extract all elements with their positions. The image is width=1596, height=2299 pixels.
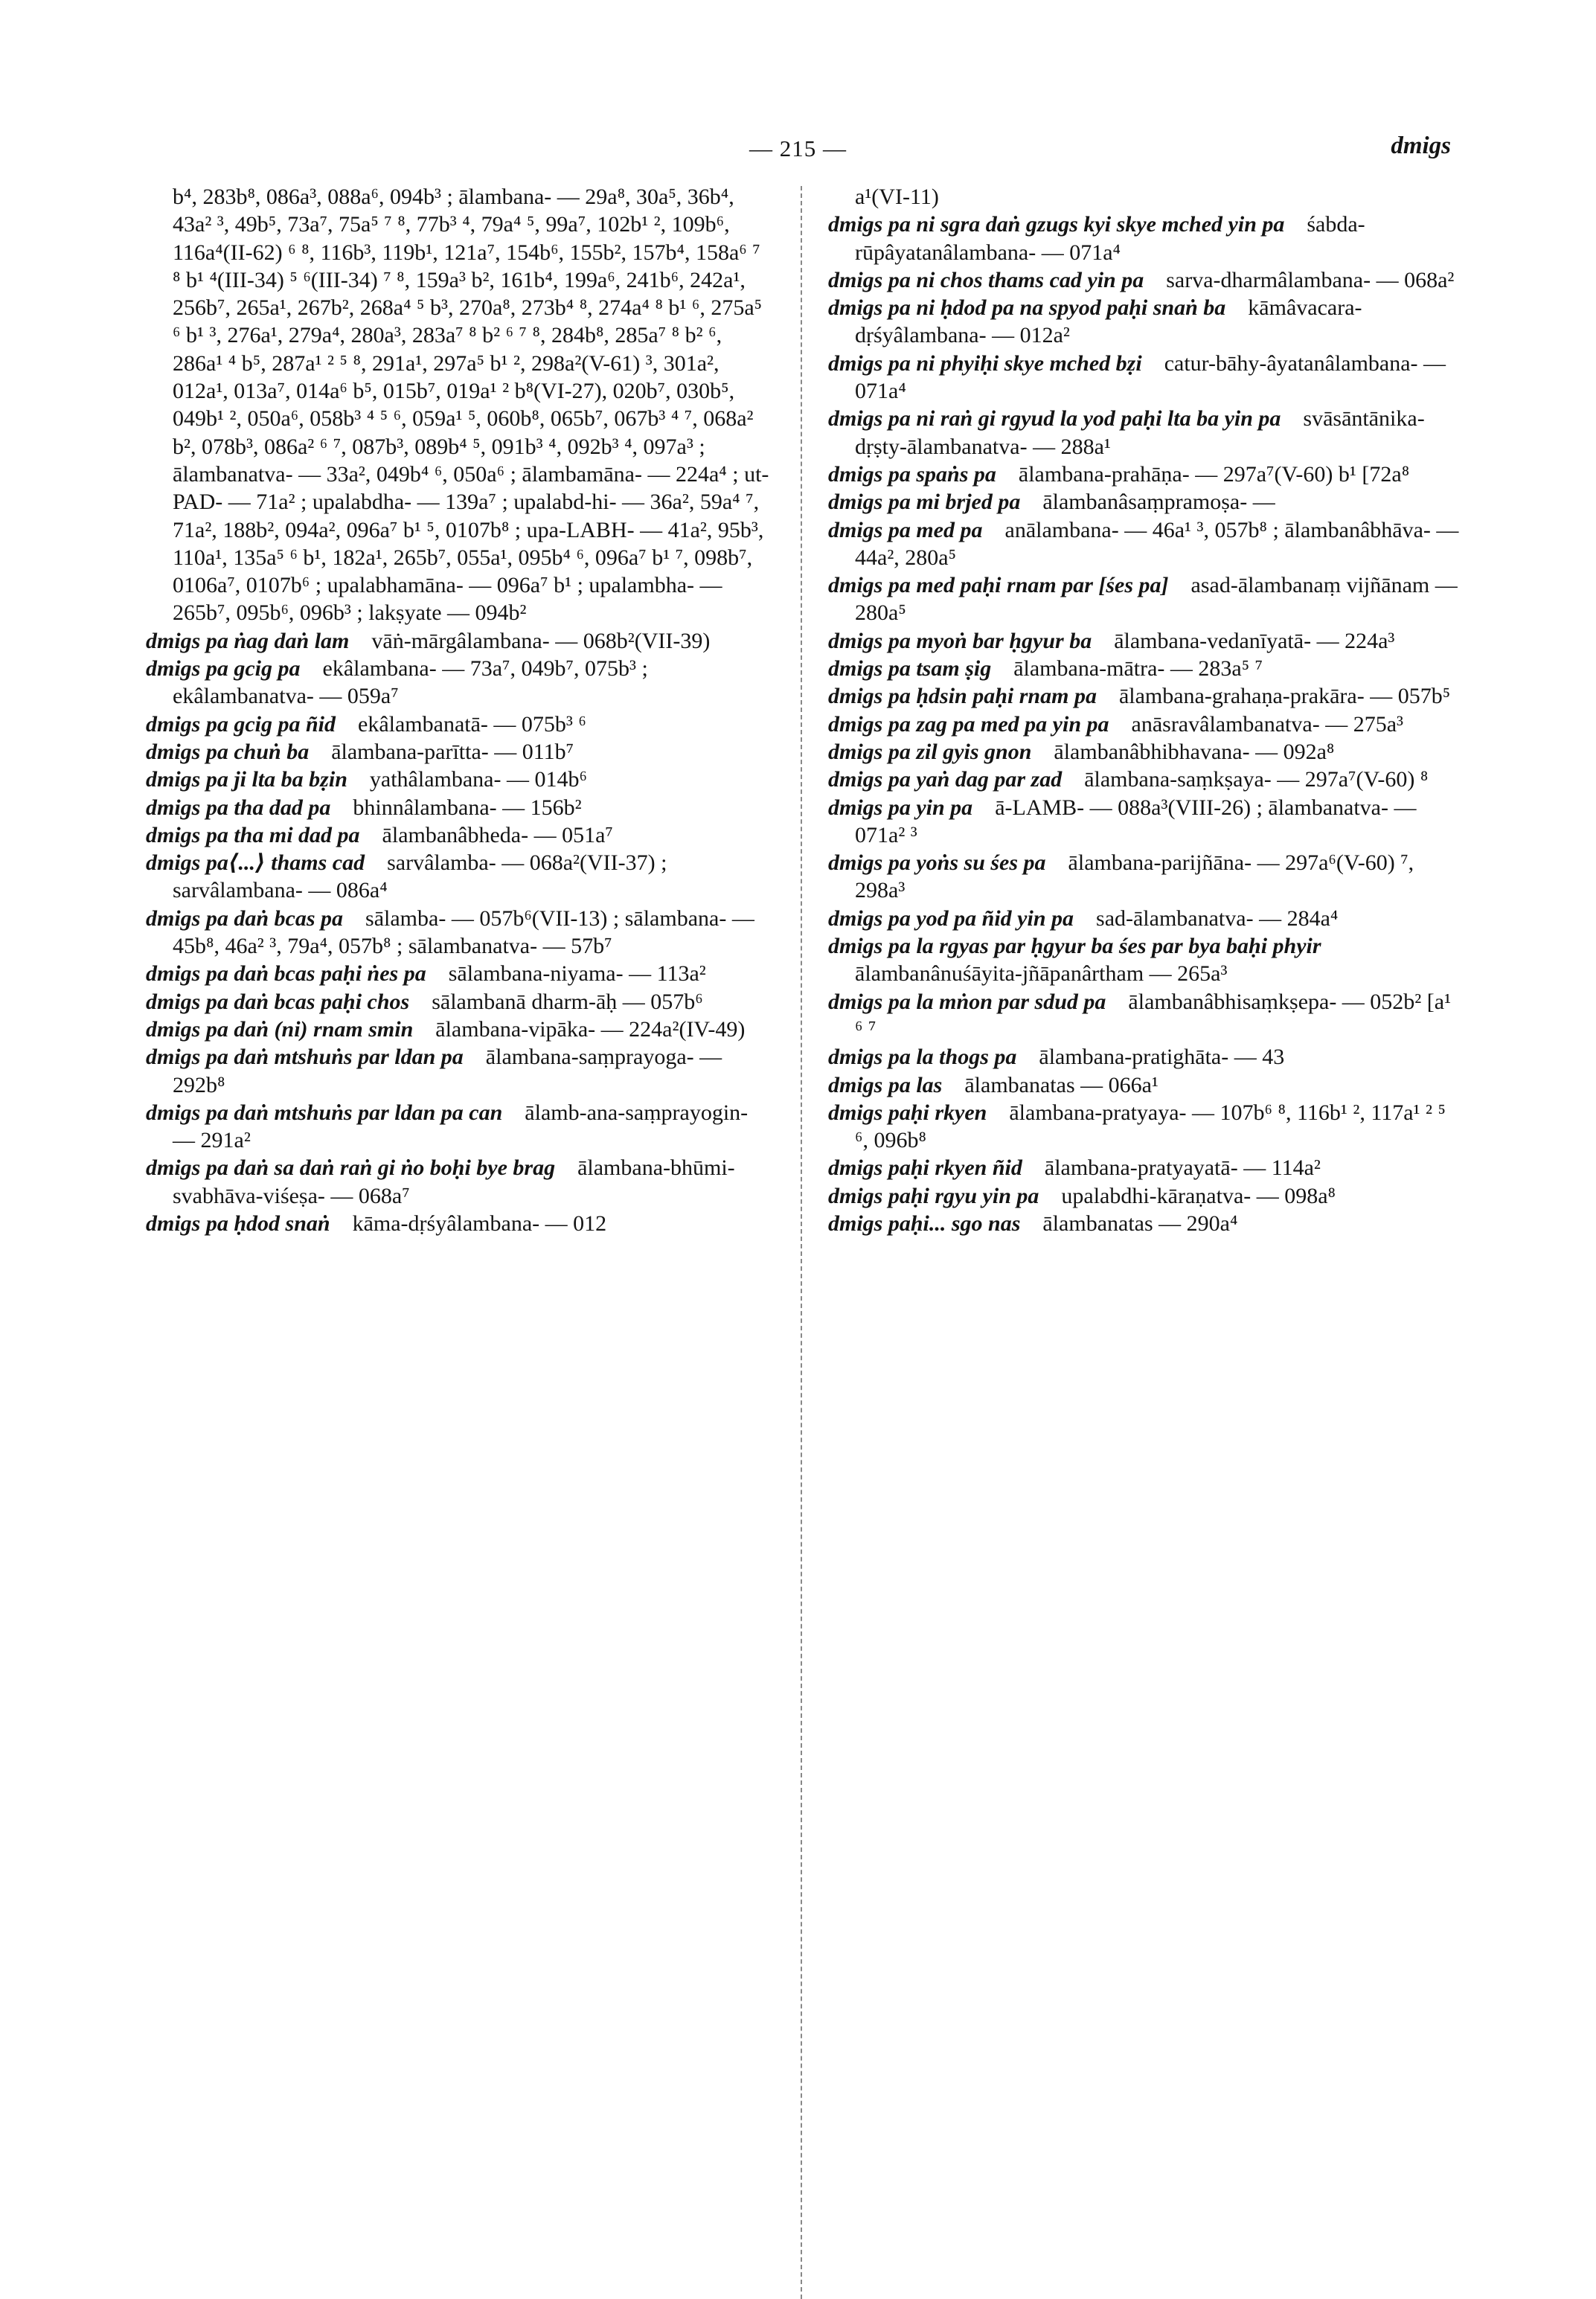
dictionary-entry xyxy=(146,1099,771,1155)
dictionary-entry xyxy=(828,1071,1461,1099)
entry-headword: dmigs paḥi... sgo nas xyxy=(828,1211,1021,1236)
dictionary-entry xyxy=(146,905,771,961)
dictionary-entry xyxy=(146,627,771,655)
entry-headword: dmigs pa zil gyis gnon xyxy=(828,739,1032,764)
entry-definition: svāsāntānika-dṛṣty-ālambanatva- — 288a¹ xyxy=(855,406,1425,459)
entry-definition: ālambanânuśāyita-jñāpanârtham — 265a³ xyxy=(855,961,1228,987)
entry-definition: ālambanatas — 290a⁴ xyxy=(1042,1211,1238,1236)
entry-headword: dmigs pa la rgyas par ḥgyur ba śes par bya baḥi phyir xyxy=(828,934,1321,959)
entry-headword: dmigs pa daṅ bcas paḥi ṅes pa xyxy=(146,961,426,987)
dictionary-entry xyxy=(146,655,771,711)
entry-headword: dmigs pa ni sgra daṅ gzugs kyi skye mched yin pa xyxy=(828,212,1285,237)
dictionary-entry xyxy=(828,266,1461,294)
entry-definition: sarva-dharmâlambana- — 068a² xyxy=(1166,267,1455,292)
entry-definition: ālambanâbhibhavana- — 092a⁸ xyxy=(1054,739,1335,764)
entry-definition: ālambana-bhūmi-svabhāva-viśeṣa- — 068a⁷ xyxy=(173,1155,735,1208)
entry-definition: ālambanatas — 066a¹ xyxy=(964,1072,1158,1097)
entry-headword: dmigs pa mi brjed pa xyxy=(828,490,1021,515)
entry-definition: yathâlambana- — 014b⁶ xyxy=(369,767,587,792)
dictionary-entry xyxy=(146,1043,771,1099)
entry-definition: ālambana-vipāka- — 224a²(IV-49) xyxy=(435,1016,746,1042)
entry-definition: ā-LAMB- — 088a³(VIII-26) ; ālambanatva- — 071a² ³ xyxy=(855,795,1417,847)
entry-definition: ālambana-prahāṇa- — 297a⁷(V-60) b¹ [72a⁸ xyxy=(1018,461,1410,487)
entry-headword: dmigs pa med paḥi rnam par [śes pa] xyxy=(828,573,1169,598)
dictionary-entry xyxy=(146,1154,771,1210)
entry-definition: asad-ālambanaṃ vijñānam — 280a⁵ xyxy=(855,573,1458,626)
dictionary-entry xyxy=(146,1016,771,1043)
entry-headword: dmigs pa⟨...⟩ thams cad xyxy=(146,850,365,876)
entry-headword: dmigs pa ni phyiḥi skye mched bẓi xyxy=(828,350,1142,376)
dictionary-entry xyxy=(828,711,1461,738)
dictionary-entry xyxy=(146,821,771,849)
page-number: — 215 — xyxy=(749,135,847,161)
entry-headword: dmigs pa gcig pa xyxy=(146,656,301,682)
entry-definition: anālambana- — 46a¹ ³, 057b⁸ ; ālambanâbhāva- — 44a², 280a⁵ xyxy=(855,517,1459,570)
entry-headword: dmigs pa ji lta ba bẓin xyxy=(146,767,347,792)
entry-definition: b⁴, 283b⁸, 086a³, 088a⁶, 094b³ ; ālambana- — 29a⁸, 30a⁵, 36b⁴, 43a² ³, 49b⁵, 73a⁷, 75a⁵ ⁷ ⁸, 77b³ ⁴, 79a⁴ ⁵, 99a⁷, 102b¹ ², 109b⁶, 116a⁴(II-62) ⁶ ⁸, 116b³, 119b¹, 121a⁷, 154b⁶, 155b², 157b⁴, 158a⁶ ⁷ ⁸ b¹ ⁴(III-34) ⁵ ⁶(III-34) ⁷ ⁸, 159a³ b², 161b⁴, 199a⁶, 241b⁶, 242a¹, 256b⁷, 265a¹, 267b², 268a⁴ ⁵ b³, 270a⁸, 273b⁴ ⁸, 274a⁴ ⁸ b¹ ⁶, 275a⁵ ⁶ b¹ ³, 276a¹, 279a⁴, 280a³, 283a⁷ ⁸ b² ⁶ ⁷ ⁸, 284b⁸, 285a⁷ ⁸ b² ⁶, 286a¹ ⁴ b⁵, 287a¹ ² ⁵ ⁸, 291a¹, 297a⁵ b¹ ², 298a²(V-61) ³, 301a², 012a¹, 013a⁷, 014a⁶ b⁵, 015b⁷, 019a¹ ² b⁸(VI-27), 020b⁷, 030b⁵, 049b¹ ², 050a⁶, 058b³ ⁴ ⁵ ⁶, 059a¹ ⁵, 060b⁸, 065b⁷, 067b³ ⁴ ⁷, 068a² b², 078b³, 086a² ⁶ ⁷, 087b³, 089b⁴ ⁵, 091b³ ⁴, 092b³ ⁴, 097a³ ; ālambanatva- — 33a², 049b⁴ ⁶, 050a⁶ ; ālambamāna- — 224a⁴ ; ut-PAD- — 71a² ; upalabdha- — 139a⁷ ; upalabd-hi- — 36a², 59a⁴ ⁷, 71a², 188b², 094a², 096a⁷ b¹ ⁵, 0107b⁸ ; upa-LABH- — 41a², 95b³, 110a¹, 135a⁵ ⁶ b¹, 182a¹, 265b⁷, 055a¹, 095b⁴ ⁶, 096a⁷ b¹ ⁷, 098b⁷, 0106a⁷, 0107b⁶ ; upalabhamāna- — 096a⁷ b¹ ; upalambha- — 265b⁷, 095b⁶, 096b³ ; lakṣyate — 094b² xyxy=(173,185,769,626)
entry-headword: dmigs pa daṅ sa daṅ raṅ gi ṅo boḥi bye brag xyxy=(146,1155,556,1181)
dictionary-entry xyxy=(828,571,1461,627)
entry-headword: dmigs pa yoṅs su śes pa xyxy=(828,850,1046,876)
dictionary-entry xyxy=(146,960,771,987)
entry-definition: kāma-dṛśyâlambana- — 012 xyxy=(352,1211,607,1236)
dictionary-entry xyxy=(828,655,1461,682)
entry-definition: a¹(VI-11) xyxy=(855,185,939,209)
entry-headword: dmigs pa daṅ bcas paḥi chos xyxy=(146,989,410,1014)
dictionary-entry xyxy=(828,932,1461,988)
dictionary-entry xyxy=(146,738,771,766)
entry-definition: sālamba- — 057b⁶(VII-13) ; sālambana- — 45b⁸, 46a² ³, 79a⁴, 057b⁸ ; sālambanatva- — 57b⁷ xyxy=(173,905,754,959)
dictionary-entry xyxy=(828,766,1461,793)
entry-headword: dmigs pa myoṅ bar ḥgyur ba xyxy=(828,628,1092,653)
dictionary-entry xyxy=(146,766,771,793)
entry-definition: bhinnâlambana- — 156b² xyxy=(353,795,582,820)
running-head: dmigs xyxy=(1391,132,1451,159)
dictionary-entry xyxy=(828,1043,1461,1071)
dictionary-entry xyxy=(146,794,771,821)
dictionary-entry xyxy=(828,1182,1461,1210)
dictionary-entry xyxy=(146,711,771,738)
entry-definition: ālambana-saṃprayoga- — 292b⁸ xyxy=(173,1045,722,1097)
entry-headword: dmigs pa tha dad pa xyxy=(146,795,331,820)
entry-headword: dmigs pa tha mi dad pa xyxy=(146,822,360,847)
entry-definition: ālambanâsaṃpramoṣa- — xyxy=(1042,490,1275,515)
entry-headword: dmigs pa chuṅ ba xyxy=(146,739,310,764)
dictionary-entry xyxy=(828,988,1461,1044)
entry-headword: dmigs pa ni ḥdod pa na spyod paḥi snaṅ ba xyxy=(828,295,1226,321)
entry-headword: dmigs pa med pa xyxy=(828,517,983,542)
entry-definition: sarvâlamba- — 068a²(VII-37) ; sarvâlambana- — 086a⁴ xyxy=(173,850,667,903)
entry-headword: dmigs paḥi rgyu yin pa xyxy=(828,1183,1039,1208)
dictionary-entry xyxy=(146,988,771,1016)
right-column xyxy=(828,183,1461,1237)
entry-definition: sālambanā dharm-āḥ — 057b⁶ xyxy=(432,989,703,1014)
dictionary-entry xyxy=(828,350,1461,405)
dictionary-entry xyxy=(828,794,1461,850)
entry-definition: ālambana-mātra- — 283a⁵ ⁷ xyxy=(1013,656,1263,682)
entry-headword: dmigs pa yod pa ñid yin pa xyxy=(828,905,1074,931)
dictionary-entry xyxy=(146,1210,771,1237)
entry-headword: dmigs pa tsam ṣig xyxy=(828,656,992,682)
entry-headword: dmigs pa gcig pa ñid xyxy=(146,711,336,737)
entry-definition: ālambana-grahaṇa-prakāra- — 057b⁵ xyxy=(1118,684,1451,709)
entry-headword: dmigs pa la thogs pa xyxy=(828,1045,1017,1070)
dictionary-entry xyxy=(828,211,1461,266)
dictionary-entry xyxy=(146,849,771,905)
entry-definition: vāṅ-mārgâlambana- — 068b²(VII-39) xyxy=(371,628,711,653)
dictionary-entry xyxy=(828,738,1461,766)
entry-headword: dmigs pa ni raṅ gi rgyud la yod paḥi lta ba yin pa xyxy=(828,406,1281,432)
dictionary-entry xyxy=(828,183,1461,211)
entry-definition: ālambana-parītta- — 011b⁷ xyxy=(331,739,574,764)
entry-headword: dmigs paḥi rkyen ñid xyxy=(828,1155,1022,1181)
dictionary-entry xyxy=(828,627,1461,655)
dictionary-entry xyxy=(828,849,1461,905)
dictionary-entry xyxy=(828,905,1461,932)
dictionary-entry xyxy=(828,488,1461,516)
entry-headword: dmigs pa daṅ (ni) rnam smin xyxy=(146,1016,414,1042)
dictionary-entry xyxy=(828,1210,1461,1237)
dictionary-entry xyxy=(828,405,1461,461)
entry-definition: ālambana-parijñāna- — 297a⁶(V-60) ⁷, 298a³ xyxy=(855,850,1414,903)
entry-definition: ālambana-pratyaya- — 107b⁶ ⁸, 116b¹ ², 117a¹ ² ⁵ ⁶, 096b⁸ xyxy=(855,1100,1446,1153)
left-column xyxy=(146,183,771,1237)
entry-headword: dmigs pa yaṅ dag par zad xyxy=(828,767,1063,792)
dictionary-entry xyxy=(828,516,1461,572)
entry-definition: sad-ālambanatva- — 284a⁴ xyxy=(1096,905,1339,931)
entry-headword: dmigs paḥi rkyen xyxy=(828,1100,987,1125)
entry-headword: dmigs pa daṅ mtshuṅs par ldan pa can xyxy=(146,1100,503,1125)
entry-headword: dmigs pa ṅag daṅ lam xyxy=(146,628,350,653)
entry-headword: dmigs pa ḥdsin paḥi rnam pa xyxy=(828,684,1097,709)
entry-headword: dmigs pa daṅ mtshuṅs par ldan pa xyxy=(146,1045,464,1070)
entry-definition: śabda-rūpâyatanâlambana- — 071a⁴ xyxy=(855,212,1365,265)
entry-definition: kāmâvacara-dṛśyâlambana- — 012a² xyxy=(855,295,1362,348)
entry-headword: dmigs pa yin pa xyxy=(828,795,973,820)
entry-definition: ālambana-saṃkṣaya- — 297a⁷(V-60) ⁸ xyxy=(1084,767,1429,792)
entry-headword: dmigs pa spaṅs pa xyxy=(828,461,996,487)
entry-headword: dmigs pa ni chos thams cad yin pa xyxy=(828,267,1144,292)
entry-definition: anāsravâlambanatva- — 275a³ xyxy=(1131,711,1404,737)
entry-definition: sālambana-niyama- — 113a² xyxy=(448,961,706,987)
entry-definition: ālambana-vedanīyatā- — 224a³ xyxy=(1114,628,1395,653)
entry-definition: catur-bāhy-âyatanâlambana- — 071a⁴ xyxy=(855,350,1446,404)
entry-definition: ekâlambana- — 73a⁷, 049b⁷, 075b³ ; ekâlambanatva- — 059a⁷ xyxy=(173,656,648,709)
entry-definition: upalabdhi-kāraṇatva- — 098a⁸ xyxy=(1061,1183,1336,1208)
entry-definition: ālambanâbhisaṃkṣepa- — 052b² [a¹ ⁶ ⁷ xyxy=(855,989,1452,1042)
entry-definition: ālambana-pratyayatā- — 114a² xyxy=(1044,1155,1321,1181)
dictionary-entry xyxy=(828,461,1461,488)
dictionary-entry xyxy=(828,1154,1461,1181)
column-divider xyxy=(801,186,802,2299)
entry-definition: ālambana-pratighāta- — 43 xyxy=(1039,1045,1285,1070)
entry-definition: ālambanâbheda- — 051a⁷ xyxy=(382,822,613,847)
entry-definition: ekâlambanatā- — 075b³ ⁶ xyxy=(358,711,586,737)
entry-headword: dmigs pa las xyxy=(828,1072,943,1097)
entry-definition: ālamb-ana-saṃprayogin- — 291a² xyxy=(173,1100,749,1153)
dictionary-entry xyxy=(828,682,1461,710)
entry-headword: dmigs pa zag pa med pa yin pa xyxy=(828,711,1109,737)
dictionary-entry xyxy=(146,183,771,627)
entry-headword: dmigs pa la mṅon par sdud pa xyxy=(828,989,1106,1014)
dictionary-entry xyxy=(828,1099,1461,1155)
entry-headword: dmigs pa ḥdod snaṅ xyxy=(146,1211,330,1236)
entry-headword: dmigs pa daṅ bcas pa xyxy=(146,905,344,931)
dictionary-entry xyxy=(828,294,1461,350)
